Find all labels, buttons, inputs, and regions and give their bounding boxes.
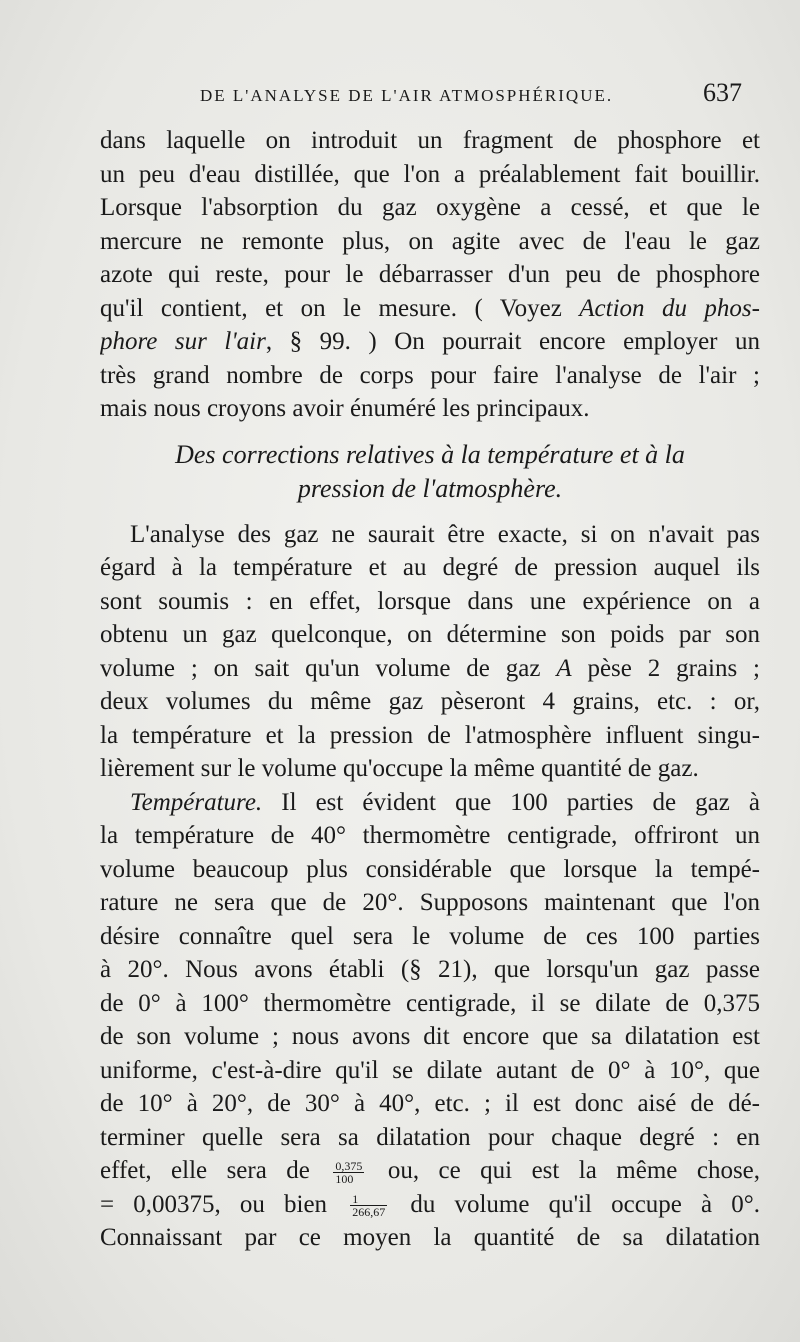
fraction-denominator: 266,67 <box>352 1205 386 1220</box>
text-line <box>100 652 760 686</box>
text-line: dans laquelle on introduit un fragment de phosphore et <box>100 127 760 154</box>
text-line: de son volume ; nous avons dit encore que sa dilatation est <box>100 1023 760 1050</box>
text-segment: du volume qu'il occupe à 0°. <box>410 1190 760 1218</box>
text-line: obtenu un gaz quelconque, on détermine son poids par son <box>100 621 760 648</box>
text-line: égard à la température et au degré de pression auquel ils <box>100 554 760 581</box>
fraction-numerator: 0,375 <box>335 1158 363 1173</box>
text-segment: pèse 2 grains ; <box>571 654 760 682</box>
paragraph-3 <box>100 786 760 1255</box>
text-line: azote qui reste, pour le débarrasser d'un peu de phosphore <box>100 261 760 288</box>
text-line: L'analyse des gaz ne saurait être exacte, si on n'avait pas <box>130 520 760 548</box>
text-line: volume beaucoup plus considérable que lorsque la tempé- <box>100 855 760 883</box>
paragraph-2 <box>100 518 760 786</box>
text-line: un peu d'eau distillée, que l'on a préalablement fait bouillir. <box>100 160 760 188</box>
section-heading <box>100 438 760 506</box>
text-line: de 10° à 20°, de 30° à 40°, etc. ; il est donc aisé de dé- <box>100 1090 760 1117</box>
text-segment: = 0,00375, ou bien <box>100 1190 328 1218</box>
text-line: deux volumes du même gaz pèseront 4 grains, etc. : or, <box>100 688 760 715</box>
text-line: Lorsque l'absorption du gaz oxygène a cessé, et que le <box>100 194 760 221</box>
fraction <box>333 1160 364 1185</box>
text-segment: , § 99. ) On pourrait encore employer un <box>265 328 760 355</box>
text-line <box>100 1154 760 1188</box>
fraction-numerator: 1 <box>350 1193 387 1206</box>
subheading-italic: Température. <box>130 788 263 816</box>
heading-line: Des corrections relatives à la température et à la <box>175 439 685 469</box>
text-line: mais nous croyons avoir énuméré les principaux. <box>100 395 590 422</box>
fraction-denominator: 100 <box>335 1171 354 1186</box>
text-line <box>100 292 760 326</box>
text-line: la température de 40° thermomètre centigrade, offriront un <box>100 822 760 849</box>
reference-italic: phore sur l'air <box>100 328 266 355</box>
text-line: désire connaître quel sera le volume de ces 100 parties <box>100 922 760 950</box>
text-line: lièrement sur le volume qu'occupe la même quantité de gaz. <box>100 755 699 782</box>
fraction <box>350 1193 387 1218</box>
running-title: DE L'ANALYSE DE L'AIR ATMOSPHÉRIQUE. <box>200 86 614 105</box>
text-segment: ou, ce qui est la même chose, <box>387 1157 760 1184</box>
text-line: uniforme, c'est-à-dire qu'il se dilate autant de 0° à 10°, que <box>100 1056 760 1084</box>
text-segment: volume ; on sait qu'un volume de gaz <box>100 654 557 682</box>
running-header <box>200 78 760 107</box>
reference-italic: Action du phos- <box>579 294 760 322</box>
text-line: la température et la pression de l'atmosphère influent singu- <box>100 721 760 749</box>
text-line: rature ne sera que de 20°. Supposons maintenant que l'on <box>100 889 760 916</box>
page-body <box>100 124 760 1255</box>
text-line: sont soumis : en effet, lorsque dans une expérience on a <box>100 587 760 615</box>
paragraph-1 <box>100 124 760 426</box>
text-line: terminer quelle sera sa dilatation pour chaque degré : en <box>100 1123 760 1151</box>
page-number: 637 <box>703 78 742 107</box>
text-segment: effet, elle sera de <box>100 1157 310 1184</box>
text-line <box>100 1188 760 1222</box>
text-line <box>100 786 760 820</box>
text-line: à 20°. Nous avons établi (§ 21), que lorsqu'un gaz passe <box>100 956 760 983</box>
variable-italic: A <box>556 654 572 682</box>
text-line: de 0° à 100° thermomètre centigrade, il se dilate de 0,375 <box>100 989 760 1017</box>
text-line: très grand nombre de corps pour faire l'analyse de l'air ; <box>100 361 760 389</box>
text-segment: Il est évident que 100 parties de gaz à <box>262 788 760 816</box>
text-segment: qu'il contient, et on le mesure. ( Voyez <box>100 294 580 322</box>
text-line <box>100 325 760 359</box>
heading-line: pression de l'atmosphère. <box>297 473 563 503</box>
text-line: Connaissant par ce moyen la quantité de sa dilatation <box>100 1224 760 1251</box>
text-line: mercure ne remonte plus, on agite avec de l'eau le gaz <box>100 227 760 255</box>
